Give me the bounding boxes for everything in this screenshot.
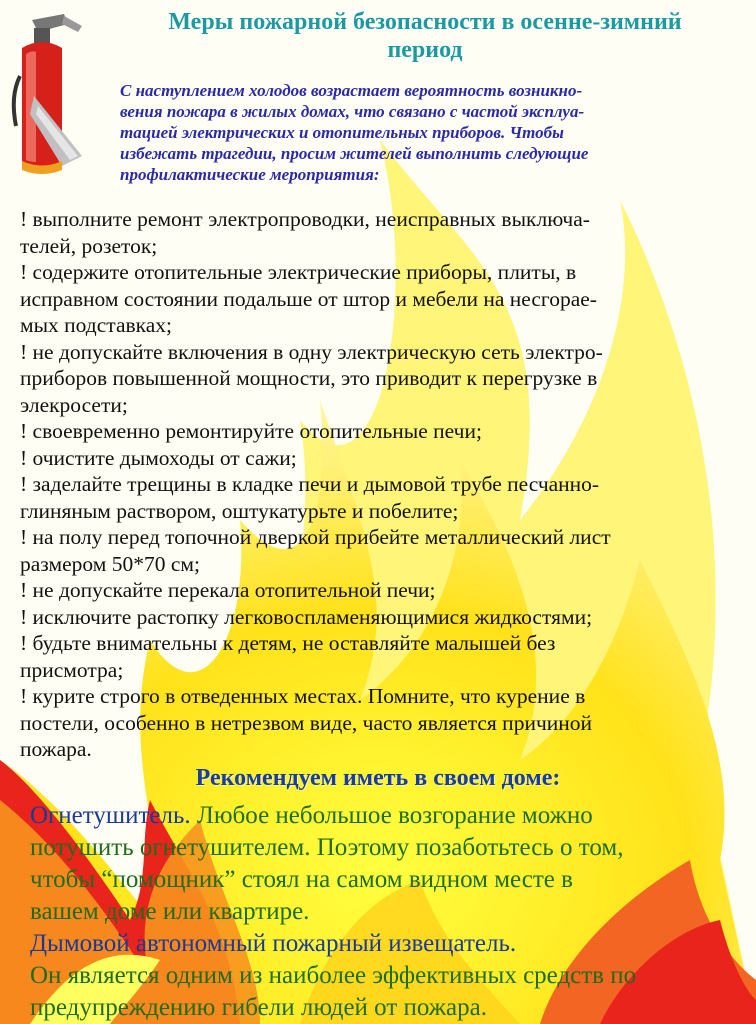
safety-rules-list <box>20 206 754 763</box>
recommend-heading: Рекомендуем иметь в своем доме: <box>195 765 561 791</box>
fire-extinguisher-icon <box>4 6 92 176</box>
rule-item: ! заделайте трещины в кладке печи и дымовой трубе песчанно- глиняным раствором, оштукатурьте и побелите; <box>20 472 600 523</box>
tip-smoke-detector <box>30 928 756 1024</box>
tip-text: Любое небольшое возгорание можно потушить огнетушителем. Поэтому позаботьтесь о том, чтобы “помощник” стоял на самом видном месте в вашем доме или квартире. <box>30 802 624 925</box>
rule-item: ! не допускайте перекала отопительной печи; <box>20 578 436 602</box>
rule-item: ! на полу перед топочной дверкой прибейте металлический лист размером 50*70 см; <box>20 525 611 576</box>
rule-item: ! будьте внимательны к детям, не оставляйте малышей без присмотра; <box>20 631 556 682</box>
tip-lead: Дымовой автономный пожарный извещатель. <box>30 930 517 957</box>
tip-text: Он является одним из наиболее эффективных средств по предупреждению гибели людей от пожара. <box>30 962 637 1021</box>
page-title: Меры пожарной безопасности в осенне-зимний период <box>168 9 682 63</box>
rule-item: ! не допускайте включения в одну электрическую сеть электро- приборов повышенной мощности, это приводит к перегрузке в элекросети; <box>20 339 603 417</box>
rule-item: ! своевременно ремонтируйте отопительные печи; <box>20 419 482 443</box>
rule-item: ! курите строго в отведенных местах. Помните, что курение в постели, особенно в нетрезвом виде, часто является причиной пожара. <box>20 684 593 761</box>
tip-lead: Огнетушитель. <box>30 802 191 829</box>
rule-item: ! очистите дымоходы от сажи; <box>20 445 297 470</box>
recommend-list <box>30 800 756 1024</box>
intro-text: С наступлением холодов возрастает вероятность возникно- вения пожара в жилых домах, что связано с частой эксплуа- тацией электрических и отопительных приборов. Чтобы избежать трагедии, просим жителей выполнить следующие профилактические мероприятия: <box>120 81 589 184</box>
rule-item: ! выполните ремонт электропроводки, неисправных выключа- телей, розеток; <box>20 207 590 258</box>
rule-item: ! исключите растопку легковоспламеняющимися жидкостями; <box>20 604 593 629</box>
tip-extinguisher <box>30 800 756 928</box>
rule-item: ! содержите отопительные электрические приборы, плиты, в исправном состоянии подальше от штор и мебели на несгорае- мых подставках; <box>20 260 597 337</box>
